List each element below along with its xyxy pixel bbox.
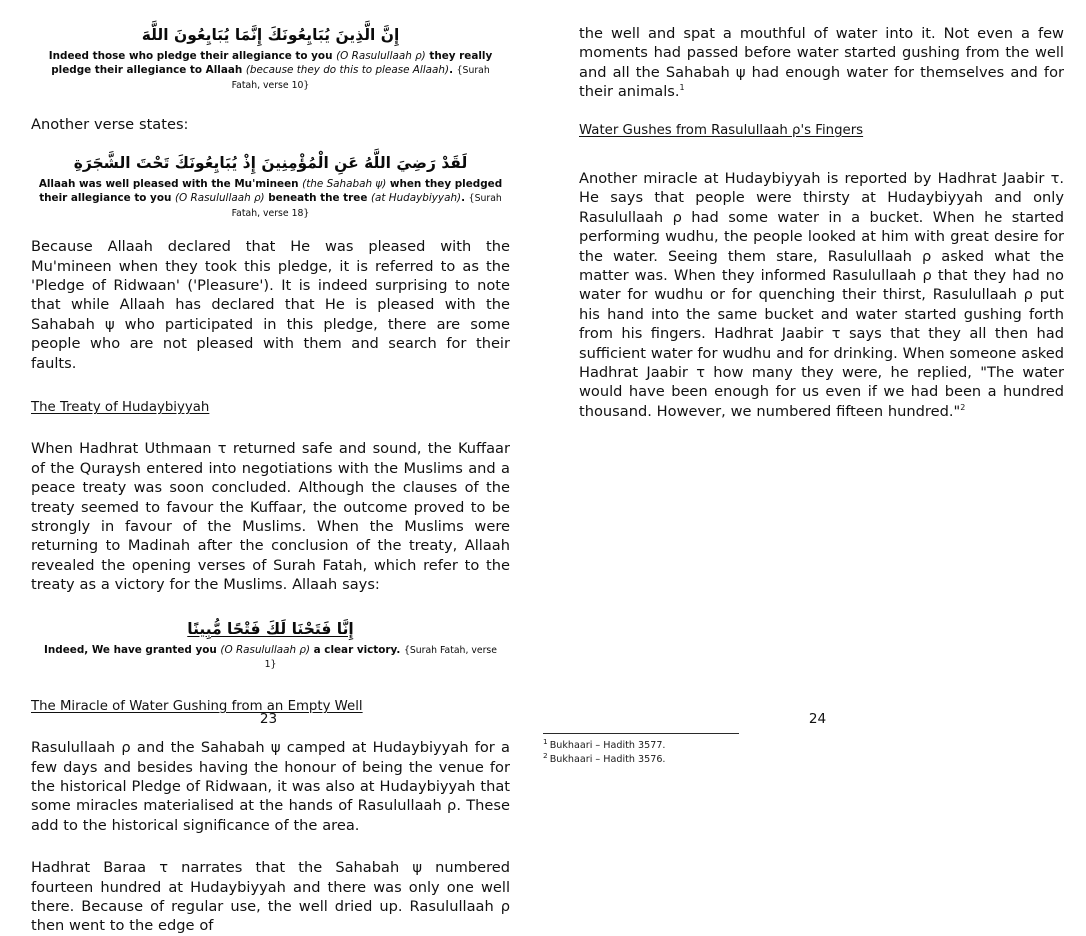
verse-2-trans-part-3: beneath the tree <box>264 192 371 205</box>
footnote-item-text: Bukhaari – Hadith 3577. <box>549 740 666 752</box>
verse-1-trans-italic-1: (O Rasulullaah ρ) <box>336 50 426 63</box>
quran-verse-3-arabic: إِنَّا فَتَحْنَا لَكَ فَتْحًا مُّبِينًا <box>187 619 354 638</box>
quran-verse-1-translation <box>31 49 510 92</box>
paragraph-baraa-narration: Hadhrat Baraa τ narrates that the Sahabah ψ numbered fourteen hundred at Hudaybiyyah and there was only one well there. Because of regular use, the well dried up. Rasulullaah ρ then went to the edge of <box>31 859 510 935</box>
left-page-number: 23 <box>259 711 278 727</box>
verse-2-trans-part-4: . <box>461 192 466 205</box>
heading-water-gushes-fingers-wrap <box>579 119 1064 139</box>
footnote-item <box>543 750 1086 767</box>
quran-verse-1-arabic: إِنَّ الَّذِينَ يُبَايِعُونَكَ إِنَّمَا يُبَايِعُونَ اللَّهَ <box>141 26 400 44</box>
footnote-item-marker: 1 <box>543 737 548 746</box>
verse-2-trans-italic-2: (O Rasulullaah ρ) <box>174 192 265 205</box>
footnote-marker-2[interactable]: 2 <box>960 402 966 412</box>
verse-1-trans-part-3: . <box>449 64 454 77</box>
verse-1-trans-part-2: they really pledge their allegiance to Allaah <box>51 50 493 77</box>
verse-2-trans-italic-1: (the Sahabah ψ) <box>302 178 387 191</box>
heading-water-gushes-fingers: Water Gushes from Rasulullaah ρ's Fingers <box>579 122 864 138</box>
verse-3-trans-part-2: a clear victory. <box>310 643 401 656</box>
right-page-number: 24 <box>808 711 827 727</box>
heading-miracle-of-water: The Miracle of Water Gushing from an Empty Well <box>31 698 363 714</box>
left-page <box>0 0 543 935</box>
footnote-block <box>543 733 1086 767</box>
verse-3-reference: {Surah Fatah, verse 1} <box>264 644 497 671</box>
quran-verse-2-arabic: لَقَدْ رَضِيَ اللَّهُ عَنِ الْمُؤْمِنِينَ إِذْ يُبَايِعُونَكَ تَحْتَ الشَّجَرَةِ <box>73 153 468 172</box>
paragraph-jaabir-narration <box>579 169 1064 421</box>
intro-line: Another verse states: <box>31 116 189 134</box>
paragraph-treaty-negotiations: When Hadhrat Uthmaan τ returned safe and sound, the Kuffaar of the Quraysh entered into negotiations with the Muslims and a peace treaty was soon concluded. Although the clauses of the treaty seemed to favour the Kuffaar, the outcome proved to be strongly in favour of the Muslims. When the Muslims were returning to Madinah after the conclusion of the treaty, Allaah revealed the opening verses of Surah Fatah, which refer to the treaty as a victory for the Muslims. Allaah says: <box>31 440 510 594</box>
verse-2-reference: {Surah Fatah, verse 18} <box>231 193 502 219</box>
verse-1-reference: {Surah Fatah, verse 10} <box>231 65 490 91</box>
verse-2-trans-part-2: when they pledged their allegiance to you <box>39 178 503 205</box>
footnote-separator-rule <box>543 733 739 734</box>
verse-2-trans-italic-3: (at Hudaybiyyah) <box>370 192 462 205</box>
paragraph-well-continued <box>579 24 1064 102</box>
footnote-item-marker: 2 <box>543 750 548 760</box>
heading-treaty-of-hudaybiyyah: The Treaty of Hudaybiyyah <box>31 400 210 416</box>
verse-3-trans-part-1: Indeed, We have granted you <box>44 643 221 656</box>
paragraph-pledge-of-ridwaan: Because Allaah declared that He was pleased with the Mu'mineen when they took this pledge, it is referred to as the 'Pledge of Ridwaan' ('Pleasure'). It is indeed surprising to note that while Allaah has declared that He is pleased with the Sahabah ψ who participated in this pledge, there are some people who are not pleased with them and search for their faults. <box>31 238 510 372</box>
verse-1-trans-part-1: Indeed those who pledge their allegiance to you <box>48 50 337 63</box>
verse-1-trans-italic-2: (because they do this to please Allaah) <box>245 64 450 77</box>
paragraph-well-continued-text: the well and spat a mouthful of water into it. Not even a few moments had passed before water started gushing from the well and all the Sahabah ψ had enough water for themselves and for their animals. <box>579 25 1064 101</box>
right-page <box>543 0 1086 767</box>
right-page-body <box>579 24 1064 679</box>
quran-verse-2-translation <box>31 177 510 220</box>
paragraph-camped-at-hudaybiyyah: Rasulullaah ρ and the Sahabah ψ camped at Hudaybiyyah for a few days and besides having the honour of being the venue for the historical Pledge of Ridwaan, it was also at Hudaybiyyah that some miracles materialised at the hands of Rasulullaah ρ. These add to the historical significance of the area. <box>31 739 510 834</box>
verse-3-trans-italic-1: (O Rasulullaah ρ) <box>220 643 311 656</box>
footnote-marker-1[interactable]: 1 <box>679 83 685 93</box>
paragraph-jaabir-narration-text: Another miracle at Hudaybiyyah is reported by Hadhrat Jaabir τ. He says that people were thirsty at Hudaybiyyah and only Rasulullaah ρ had some water in a bucket. When he started performing wudhu, the people looked at him with great desire for the water. Seeing them stare, Rasulullaah ρ asked what the matter was. When they informed Rasulullaah ρ that they had no water for wudhu or for quenching their thirst, Rasulullaah ρ put his hand into the same bucket and water started gushing forth from his fingers. Hadhrat Jaabir τ says that they all then had sufficient water for wudhu and for drinking. When someone asked Hadhrat Jaabir τ how many they were, he replied, "The water would have been enough for us even if we had been a hundred thousand. However, we numbered fifteen hundred." <box>579 169 1064 420</box>
quran-verse-3-translation <box>31 643 510 672</box>
footnote-item-text: Bukhaari – Hadith 3576. <box>549 754 666 766</box>
heading-treaty-of-hudaybiyyah-wrap <box>31 396 510 416</box>
verse-2-trans-part-1: Allaah was well pleased with the Mu'mineen <box>38 178 303 191</box>
footnote-item <box>543 739 1086 753</box>
